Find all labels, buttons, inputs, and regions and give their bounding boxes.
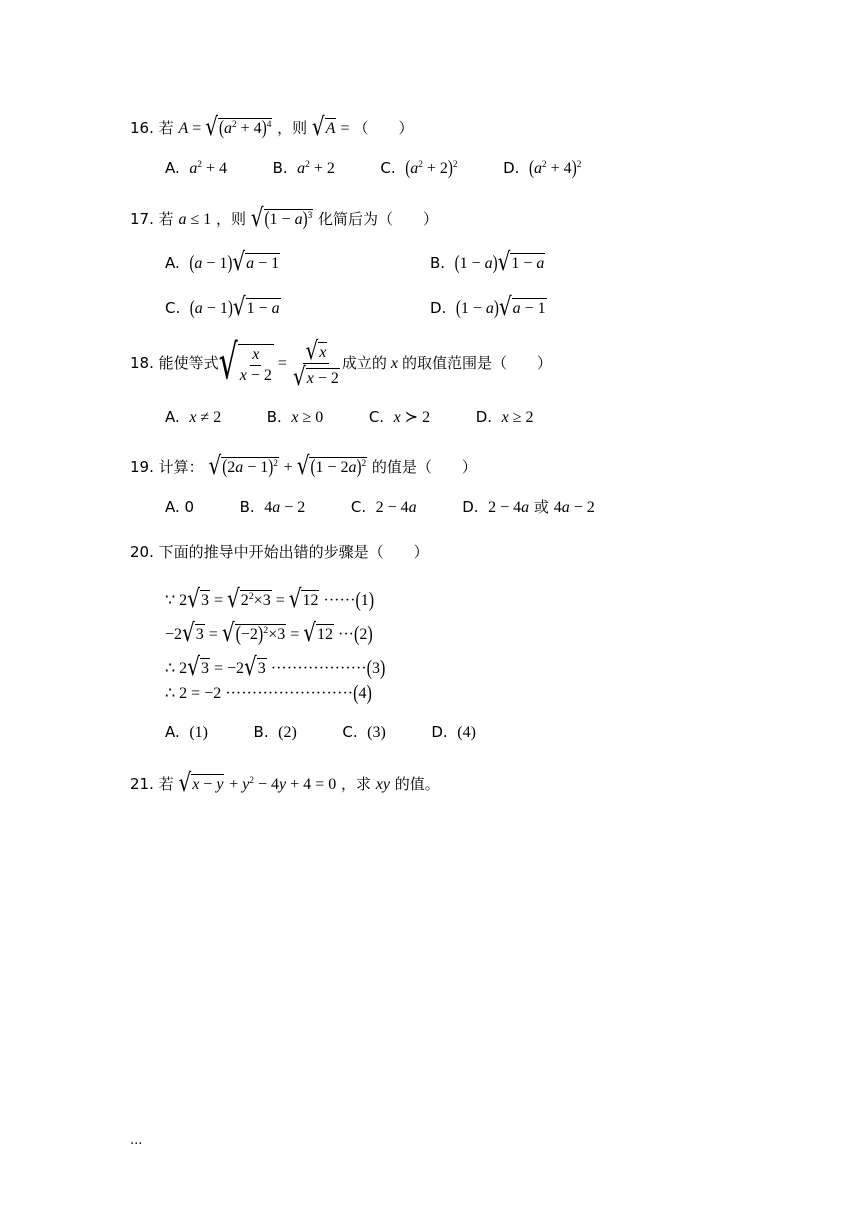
- q18-opt-d: D.: [475, 408, 493, 426]
- q16-opt-a: A.: [165, 159, 180, 177]
- question-17: 17. 若 a ≤ 1 ，则 $√(1 - a)^3$ 化简后为（ ）: [130, 202, 439, 232]
- q16-options: A. $a^2 + 4$ B. $a^2 + 2$ C. $(a^2 + 2)^2$ D. $(a^2 + 4)^2$: [165, 158, 582, 180]
- q20-opt-c: C.: [342, 723, 358, 741]
- q20-opt-c-value: (3): [367, 724, 386, 741]
- q20-step-4: ∴ 2 = −2 ························(4): [165, 681, 372, 705]
- q17-opt-d: D.: [430, 299, 447, 317]
- q17-rest: 化简后为（ ）: [318, 210, 439, 228]
- q17-opt-a: A.: [165, 254, 180, 272]
- q16-opt-b: B.: [272, 159, 288, 177]
- q17-option-b: B. (1 − a)√1 − a: [430, 246, 545, 276]
- q17-opt-c: C.: [165, 299, 181, 317]
- q17-then: ，则: [216, 210, 247, 228]
- q20-step-1: ∵ $2√3 = √2^2\times 3 = √12 \cdot\cdot\cdot\cdot\cdot\cdot(1)$: [165, 583, 375, 613]
- q19-opt-c: C.: [350, 498, 367, 516]
- q20-opt-b: B.: [253, 723, 269, 741]
- q19-number: 19.: [130, 458, 154, 476]
- q18-stem: 能使等式: [158, 354, 219, 372]
- q16-if: 若: [158, 119, 174, 137]
- q16-number: 16.: [130, 119, 154, 137]
- q17-option-a: A. (a − 1)√a − 1: [165, 246, 280, 276]
- q17-opt-b: B.: [430, 254, 446, 272]
- q19-opt-a: A. 0: [165, 498, 195, 516]
- q18-number: 18.: [130, 354, 154, 372]
- q18-opt-b: B.: [266, 408, 282, 426]
- q18-rest2: 的取值范围是（ ）: [401, 354, 552, 372]
- q20-options: [165, 725, 476, 741]
- q16-blank: （ ）: [353, 119, 414, 137]
- q20-opt-d: D.: [431, 723, 448, 741]
- q20-number: 20.: [130, 543, 154, 561]
- q21-tail: 的值。: [394, 775, 440, 793]
- q20-opt-b-value: (2): [278, 724, 297, 741]
- q17-number: 17.: [130, 210, 154, 228]
- q20-opt-d-value: (4): [457, 724, 476, 741]
- q21-if: 若: [158, 775, 174, 793]
- q16-opt-d: D.: [503, 159, 520, 177]
- q17-if: 若: [158, 210, 174, 228]
- q17-option-c: C. (a − 1)√1 − a: [165, 291, 280, 321]
- q19-opt-d: D.: [462, 498, 479, 516]
- q20-stem: 下面的推导中开始出错的步骤是（ ）: [158, 543, 429, 561]
- q16-then: ，则: [277, 119, 308, 137]
- q19-stem: 计算：: [158, 458, 204, 476]
- question-21: 21. 若 $√x - y + y^2 - 4y + 4 = 0$ ，求 xy 的值。: [130, 767, 440, 797]
- q18-opt-a: A.: [165, 408, 180, 426]
- q18-rest1: 成立的: [341, 354, 387, 372]
- q20-step-2: $-2√3 = √(-2)^2\times 3 = √12 \cdot\cdot\cdot(2)$: [165, 617, 373, 647]
- q18-opt-c: C.: [368, 408, 385, 426]
- question-18: 18. 能使等式 √ $\frac{x}{x - 2}$ = $\frac{√x}{√x - 2}$ 成立的 x 的取值范围是（ ）: [130, 334, 552, 391]
- q19-opt-b: B.: [239, 498, 255, 516]
- question-16: 16. 若 $A = √(a^2 + 4)^4$ ，则 √A = （ ）: [130, 111, 414, 141]
- q16-opt-c: C.: [380, 159, 396, 177]
- q19-or: 或: [533, 498, 549, 516]
- q17-option-d: D. (1 − a)√a − 1: [430, 291, 546, 321]
- page-footer-ellipsis: ...: [130, 1133, 143, 1148]
- q18-options: A. x ≠ 2 B. x ≥ 0 C. x ≻ 2 D. x ≥ 2: [165, 408, 534, 426]
- q20-step-3: ∴ 2√3 = −2√3 ··················(3): [165, 651, 386, 681]
- q21-rest: ，求: [340, 775, 371, 793]
- question-19: 19. 计算： $√(2a - 1)^2 + √(1 - 2a)^2$ 的值是（ ）: [130, 450, 477, 480]
- q20-opt-a: A.: [165, 723, 180, 741]
- q20-opt-a-value: (1): [189, 724, 208, 741]
- q19-rest: 的值是（ ）: [371, 458, 477, 476]
- q21-number: 21.: [130, 775, 154, 793]
- question-20: [130, 545, 429, 560]
- q19-options: A. 0 B. 4a − 2 C. 2 − 4a D. 2 − 4a 或 4a − 2: [165, 498, 595, 516]
